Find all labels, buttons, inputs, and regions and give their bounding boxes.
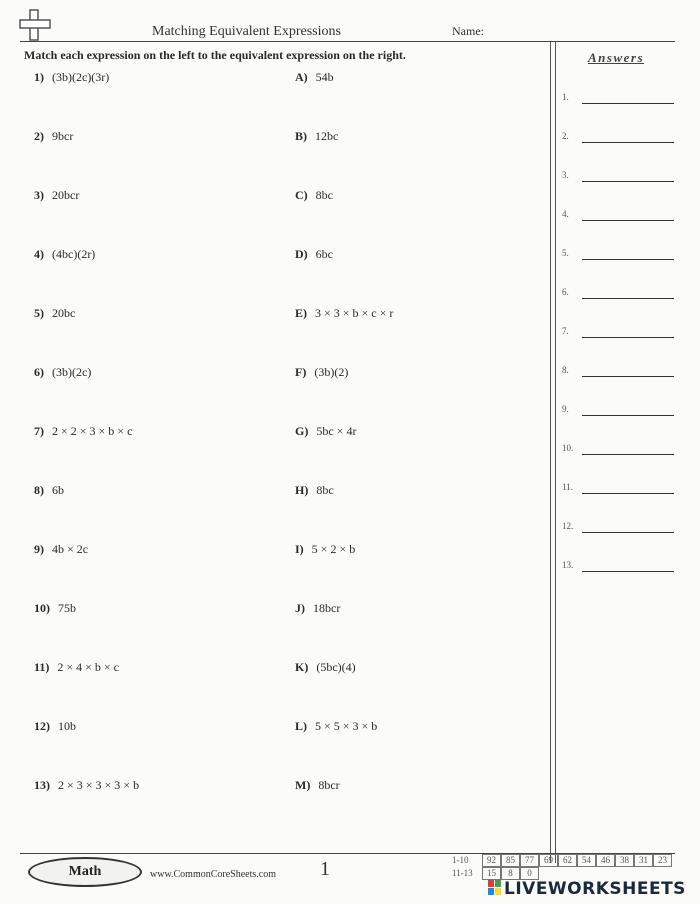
answer-number: 1. xyxy=(562,92,569,102)
expression-text: (4bc)(2r) xyxy=(52,247,96,261)
plus-logo-icon xyxy=(18,8,52,42)
expression-label: A) xyxy=(295,70,308,84)
expression-item xyxy=(295,129,338,144)
score-cell: 8 xyxy=(501,867,520,880)
expression-label: H) xyxy=(295,483,309,497)
expression-text: 2 × 3 × 3 × 3 × b xyxy=(58,778,140,792)
expression-item xyxy=(295,660,356,675)
answer-blank[interactable] xyxy=(582,376,674,377)
answer-number: 8. xyxy=(562,365,569,375)
expression-label: 13) xyxy=(34,778,50,792)
answer-row[interactable] xyxy=(562,248,674,262)
answer-number: 5. xyxy=(562,248,569,258)
expression-label: 12) xyxy=(34,719,50,733)
answer-row[interactable] xyxy=(562,326,674,340)
expression-label: 2) xyxy=(34,129,44,143)
expression-label: B) xyxy=(295,129,307,143)
expression-text: 6bc xyxy=(315,247,333,261)
answer-row[interactable] xyxy=(562,287,674,301)
expression-label: 1) xyxy=(34,70,44,84)
expression-text: (3b)(2) xyxy=(314,365,349,379)
expression-item xyxy=(34,365,91,380)
expression-item xyxy=(295,188,333,203)
answer-blank[interactable] xyxy=(582,532,674,533)
expression-item xyxy=(34,247,95,262)
expression-label: F) xyxy=(295,365,307,379)
answer-blank[interactable] xyxy=(582,103,674,104)
score-cell: 92 xyxy=(482,854,501,867)
expression-text: (3b)(2c) xyxy=(52,365,92,379)
expression-text: 18bcr xyxy=(313,601,341,615)
expression-text: (3b)(2c)(3r) xyxy=(52,70,110,84)
expression-label: 4) xyxy=(34,247,44,261)
liveworksheets-brand[interactable] xyxy=(488,879,686,899)
expression-text: (5bc)(4) xyxy=(316,660,356,674)
expression-item xyxy=(34,188,79,203)
answer-row[interactable] xyxy=(562,131,674,145)
expression-text: 6b xyxy=(52,483,64,497)
expression-item xyxy=(34,778,139,793)
expression-label: 7) xyxy=(34,424,44,438)
answer-row[interactable] xyxy=(562,404,674,418)
expression-text: 5 × 5 × 3 × b xyxy=(315,719,378,733)
expression-text: 2 × 2 × 3 × b × c xyxy=(52,424,133,438)
answer-number: 7. xyxy=(562,326,569,336)
answer-number: 6. xyxy=(562,287,569,297)
answer-number: 9. xyxy=(562,404,569,414)
score-cell: 0 xyxy=(520,867,539,880)
expression-item xyxy=(34,424,132,439)
answer-number: 3. xyxy=(562,170,569,180)
liveworksheets-logo-icon xyxy=(488,880,502,896)
score-cell: 23 xyxy=(653,854,672,867)
expression-item xyxy=(34,660,119,675)
expression-text: 9bcr xyxy=(52,129,74,143)
answer-blank[interactable] xyxy=(582,493,674,494)
answer-blank[interactable] xyxy=(582,259,674,260)
expression-label: 11) xyxy=(34,660,50,674)
expression-item xyxy=(34,70,109,85)
expression-text: 8bc xyxy=(316,483,334,497)
answer-number: 12. xyxy=(562,521,574,531)
answer-blank[interactable] xyxy=(582,454,674,455)
expression-text: 10b xyxy=(58,719,76,733)
expression-text: 2 × 4 × b × c xyxy=(57,660,119,674)
expression-text: 54b xyxy=(315,70,334,84)
answers-divider-right xyxy=(555,41,556,863)
answer-blank[interactable] xyxy=(582,571,674,572)
expression-item xyxy=(295,424,356,439)
expression-label: 9) xyxy=(34,542,44,556)
score-cell: 46 xyxy=(596,854,615,867)
expression-text: 5bc × 4r xyxy=(316,424,357,438)
answer-blank[interactable] xyxy=(582,220,674,221)
expression-item xyxy=(295,306,393,321)
instructions: Match each expression on the left to the equivalent expression on the right. xyxy=(24,48,406,62)
expression-text: 75b xyxy=(58,601,76,615)
answer-row[interactable] xyxy=(562,365,674,379)
answer-blank[interactable] xyxy=(582,142,674,143)
answers-divider-left xyxy=(550,41,551,863)
score-row2-label: 11-13 xyxy=(452,868,473,878)
expression-item xyxy=(34,542,88,557)
answer-number: 2. xyxy=(562,131,569,141)
answer-number: 10. xyxy=(562,443,574,453)
score-cell: 54 xyxy=(577,854,596,867)
expression-text: 8bc xyxy=(315,188,333,202)
answer-number: 13. xyxy=(562,560,574,570)
expression-label: J) xyxy=(295,601,305,615)
expression-item xyxy=(34,483,64,498)
expression-item xyxy=(295,719,377,734)
answers-title: Answers xyxy=(587,50,645,65)
score-cell: 62 xyxy=(558,854,577,867)
expression-item xyxy=(295,483,334,498)
answer-number: 11. xyxy=(562,482,573,492)
answer-number: 4. xyxy=(562,209,569,219)
score-cell: 31 xyxy=(634,854,653,867)
answer-row[interactable] xyxy=(562,209,674,223)
expression-text: 8bcr xyxy=(318,778,340,792)
expression-label: 6) xyxy=(34,365,44,379)
expression-text: 20bcr xyxy=(52,188,80,202)
expression-text: 20bc xyxy=(52,306,76,320)
expression-item xyxy=(34,306,75,321)
score-cell: 85 xyxy=(501,854,520,867)
expression-text: 3 × 3 × b × c × r xyxy=(315,306,394,320)
worksheet-title: Matching Equivalent Expressions xyxy=(152,24,341,39)
expression-label: 8) xyxy=(34,483,44,497)
answer-row[interactable] xyxy=(562,521,674,535)
score-cell: 69 xyxy=(539,854,558,867)
expression-item xyxy=(34,601,76,616)
name-label: Name: xyxy=(452,24,484,38)
expression-text: 5 × 2 × b xyxy=(311,542,356,556)
expression-label: D) xyxy=(295,247,308,261)
expression-item xyxy=(295,542,355,557)
answer-blank[interactable] xyxy=(582,415,674,416)
expression-label: 3) xyxy=(34,188,44,202)
expression-item xyxy=(34,129,73,144)
answer-blank[interactable] xyxy=(582,181,674,182)
answer-row[interactable] xyxy=(562,92,674,106)
expression-label: E) xyxy=(295,306,307,320)
score-cell: 15 xyxy=(482,867,501,880)
expression-label: 10) xyxy=(34,601,50,615)
website-link[interactable]: www.CommonCoreSheets.com xyxy=(150,869,277,880)
header-divider xyxy=(20,41,675,42)
answer-blank[interactable] xyxy=(582,298,674,299)
score-cell: 38 xyxy=(615,854,634,867)
expression-label: K) xyxy=(295,660,309,674)
answer-row[interactable] xyxy=(562,482,674,496)
expression-item xyxy=(295,778,340,793)
score-row1-label: 1-10 xyxy=(452,855,469,865)
expression-label: M) xyxy=(295,778,311,792)
score-cell: 77 xyxy=(520,854,539,867)
expression-label: G) xyxy=(295,424,309,438)
answer-row[interactable] xyxy=(562,560,674,574)
expression-item xyxy=(295,365,348,380)
expression-label: I) xyxy=(295,542,304,556)
brand-text: LIVEWORKSHEETS xyxy=(504,879,686,899)
expression-item xyxy=(34,719,76,734)
expression-item xyxy=(295,247,333,262)
expression-label: C) xyxy=(295,188,308,202)
expression-text: 4b × 2c xyxy=(52,542,89,556)
subject-badge: Math xyxy=(28,857,142,887)
expression-item xyxy=(295,70,334,85)
expression-item xyxy=(295,601,340,616)
expression-label: L) xyxy=(295,719,307,733)
page-number: 1 xyxy=(320,858,330,880)
answer-row[interactable] xyxy=(562,170,674,184)
expression-text: 12bc xyxy=(315,129,339,143)
expression-label: 5) xyxy=(34,306,44,320)
answer-blank[interactable] xyxy=(582,337,674,338)
answer-row[interactable] xyxy=(562,443,674,457)
